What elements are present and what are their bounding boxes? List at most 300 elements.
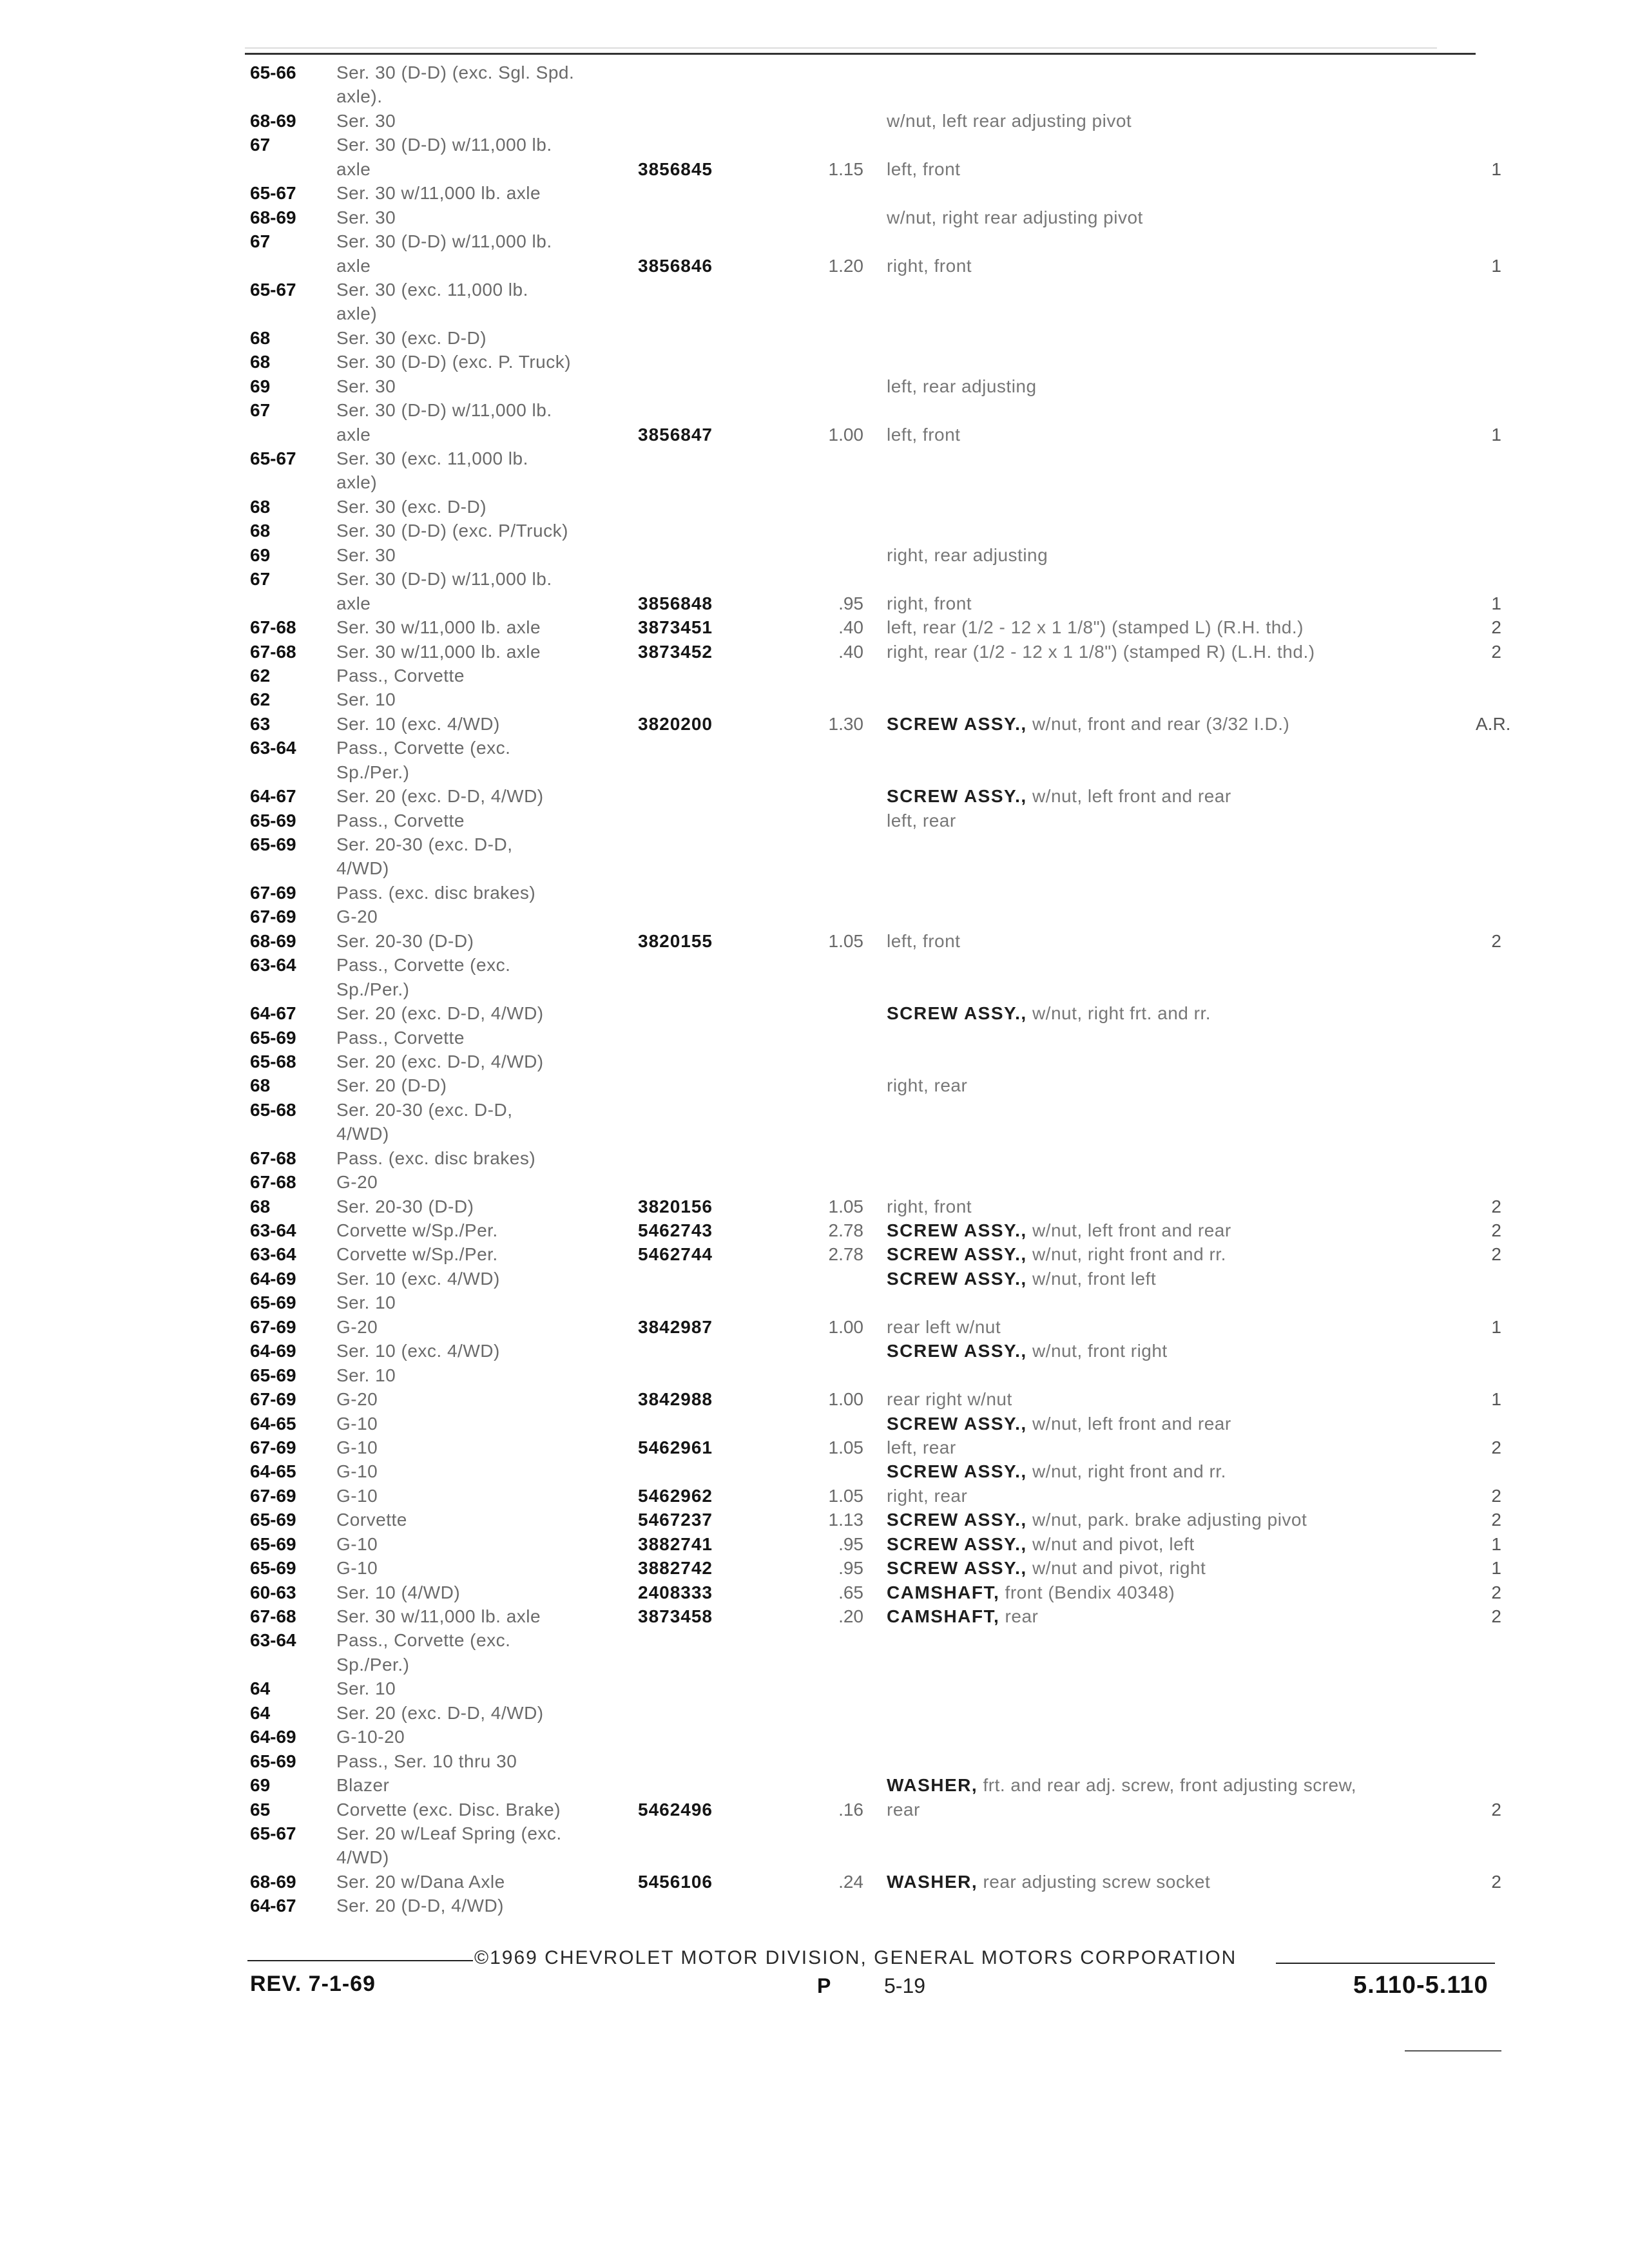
part-number: 5462496	[638, 1799, 713, 1820]
description-text: right, rear adjusting	[887, 544, 1048, 565]
part-number: 3873451	[638, 617, 713, 638]
part-name: SCREW ASSY.,	[887, 1413, 1027, 1434]
table-row	[0, 905, 1629, 928]
description	[887, 1267, 1467, 1291]
list-price: 1.00	[828, 1389, 863, 1410]
model-application: axle)	[336, 303, 378, 324]
quantity: 2	[1491, 1510, 1501, 1530]
part-number: 5462961	[638, 1437, 713, 1457]
corner-rule	[1405, 2050, 1501, 2052]
table-row	[0, 1581, 1629, 1604]
model-application: G-10-20	[336, 1727, 405, 1747]
quantity: 1	[1491, 1389, 1501, 1410]
year-range: 67-69	[250, 907, 296, 927]
description	[887, 1387, 1467, 1411]
model-application: G-10	[336, 1533, 378, 1554]
table-row	[0, 1339, 1629, 1363]
description-text: right, rear	[887, 1075, 968, 1096]
table-row	[0, 1677, 1629, 1700]
description	[887, 1195, 1467, 1218]
top-rule	[245, 53, 1476, 55]
description-text: w/nut, front left	[1027, 1268, 1157, 1289]
year-range: 67-69	[250, 882, 296, 903]
table-row	[0, 712, 1629, 736]
description-text: right, front	[887, 1196, 972, 1216]
part-name: SCREW ASSY.,	[887, 1533, 1027, 1554]
year-range: 64-65	[250, 1461, 296, 1482]
model-application: Corvette w/Sp./Per.	[336, 1244, 498, 1265]
model-application: G-10	[336, 1437, 378, 1457]
table-row	[0, 133, 1629, 157]
table-row	[0, 278, 1629, 302]
model-application: G-10	[336, 1413, 378, 1434]
part-name: SCREW ASSY.,	[887, 786, 1027, 807]
model-application: Ser. 20-30 (D-D)	[336, 930, 474, 951]
description	[887, 1339, 1467, 1363]
year-range: 67-68	[250, 1172, 296, 1193]
model-application: axle	[336, 255, 371, 276]
table-row	[0, 809, 1629, 832]
part-name: WASHER,	[887, 1775, 978, 1796]
model-application: Blazer	[336, 1775, 390, 1796]
quantity: 2	[1491, 617, 1501, 638]
year-range: 67	[250, 135, 271, 155]
description-text: w/nut and pivot, left	[1027, 1533, 1195, 1554]
description-text: w/nut, right front and rr.	[1027, 1244, 1226, 1265]
table-row	[0, 1387, 1629, 1411]
part-name: SCREW ASSY.,	[887, 1510, 1027, 1530]
model-application: Ser. 20 w/Leaf Spring (exc.	[336, 1823, 562, 1843]
model-application: Ser. 30 (D-D) (exc. Sgl. Spd.	[336, 62, 575, 82]
model-application: Ser. 30 (D-D) w/11,000 lb.	[336, 231, 552, 252]
description-text: w/nut, left rear adjusting pivot	[887, 110, 1132, 131]
description-text: right, rear	[887, 1485, 968, 1506]
quantity: A.R.	[1476, 713, 1511, 734]
table-row	[0, 1604, 1629, 1628]
table-row	[0, 302, 1629, 325]
table-row	[0, 1170, 1629, 1194]
year-range: 67	[250, 231, 271, 252]
table-row	[0, 1122, 1629, 1146]
list-price: 1.30	[828, 713, 863, 734]
model-application: axle	[336, 424, 371, 445]
description	[887, 591, 1467, 615]
description-text: w/nut, right rear adjusting pivot	[887, 207, 1143, 227]
part-number: 5456106	[638, 1871, 713, 1892]
list-price: .95	[838, 1558, 863, 1579]
part-number: 2408333	[638, 1582, 713, 1602]
model-application: Ser. 20 (D-D)	[336, 1075, 447, 1096]
part-number: 3873452	[638, 641, 713, 662]
year-range: 67	[250, 400, 271, 421]
model-application: Ser. 20 (exc. D-D, 4/WD)	[336, 1702, 544, 1723]
model-application: Ser. 30 (exc. 11,000 lb.	[336, 448, 528, 468]
page-letter: P	[817, 1974, 831, 1997]
description	[887, 1315, 1467, 1339]
model-application: Ser. 30 (D-D) w/11,000 lb.	[336, 135, 552, 155]
year-range: 65-69	[250, 1751, 296, 1771]
model-application: Ser. 30	[336, 110, 396, 131]
table-row	[0, 1894, 1629, 1917]
table-row	[0, 1773, 1629, 1797]
table-row	[0, 1436, 1629, 1459]
description	[887, 1459, 1467, 1483]
part-number: 3856847	[638, 424, 713, 445]
table-row	[0, 1267, 1629, 1291]
description	[887, 1604, 1467, 1628]
description-text: frt. and rear adj. screw, front adjusting screw,	[978, 1775, 1357, 1796]
model-application: 4/WD)	[336, 858, 389, 879]
model-application: Ser. 10	[336, 689, 396, 710]
part-name: SCREW ASSY.,	[887, 1268, 1027, 1289]
quantity: 2	[1491, 1871, 1501, 1892]
model-application: Ser. 30 (D-D) w/11,000 lb.	[336, 569, 552, 590]
table-row	[0, 1701, 1629, 1725]
model-application: Ser. 20 (exc. D-D, 4/WD)	[336, 786, 544, 807]
year-range: 65-69	[250, 834, 296, 854]
description	[887, 423, 1467, 447]
list-price: 1.05	[828, 1196, 863, 1216]
description-text: w/nut, right front and rr.	[1027, 1461, 1226, 1482]
description	[887, 109, 1467, 133]
model-application: G-10	[336, 1558, 378, 1579]
part-number: 3842987	[638, 1316, 713, 1337]
model-application: 4/WD)	[336, 1847, 389, 1868]
list-price: 1.05	[828, 930, 863, 951]
year-range: 69	[250, 544, 271, 565]
model-application: Ser. 30 w/11,000 lb. axle	[336, 617, 541, 638]
table-row	[0, 1821, 1629, 1845]
table-row	[0, 374, 1629, 398]
quantity: 1	[1491, 1533, 1501, 1554]
footer-rule-left	[247, 1960, 473, 1961]
year-range: 67-69	[250, 1437, 296, 1457]
table-row	[0, 1363, 1629, 1387]
table-row	[0, 881, 1629, 905]
year-range: 68	[250, 496, 271, 517]
table-row	[0, 109, 1629, 133]
description-text: left, front	[887, 930, 961, 951]
list-price: 1.15	[828, 159, 863, 179]
footer-rule-right	[1276, 1963, 1495, 1964]
description-text: left, front	[887, 424, 961, 445]
model-application: Ser. 30	[336, 544, 396, 565]
part-name: SCREW ASSY.,	[887, 1220, 1027, 1240]
part-name: CAMSHAFT,	[887, 1582, 1000, 1602]
model-application: Ser. 30 w/11,000 lb. axle	[336, 641, 541, 662]
table-row	[0, 664, 1629, 687]
year-range: 64-67	[250, 1896, 296, 1916]
year-range: 64-65	[250, 1413, 296, 1434]
table-row	[0, 567, 1629, 591]
description	[887, 929, 1467, 953]
list-price: 1.00	[828, 424, 863, 445]
description	[887, 1001, 1467, 1025]
model-application: Ser. 30 (D-D) (exc. P/Truck)	[336, 521, 568, 541]
year-range: 65-69	[250, 810, 296, 831]
copyright-line: ©1969 CHEVROLET MOTOR DIVISION, GENERAL MOTORS CORPORATION	[474, 1947, 1237, 1968]
model-application: Ser. 10 (4/WD)	[336, 1582, 461, 1602]
year-range: 65-67	[250, 1823, 296, 1843]
description	[887, 254, 1467, 278]
model-application: Ser. 10 (exc. 4/WD)	[336, 713, 500, 734]
quantity: 2	[1491, 1799, 1501, 1820]
table-row	[0, 856, 1629, 880]
table-row	[0, 254, 1629, 278]
table-row	[0, 1195, 1629, 1218]
part-name: SCREW ASSY.,	[887, 713, 1027, 734]
description	[887, 615, 1467, 639]
year-range: 65-68	[250, 1051, 296, 1072]
model-application: Ser. 10	[336, 1678, 396, 1699]
list-price: 1.20	[828, 255, 863, 276]
list-price: .40	[838, 617, 863, 638]
description-text: rear right w/nut	[887, 1389, 1012, 1410]
table-row	[0, 1242, 1629, 1266]
model-application: Pass., Ser. 10 thru 30	[336, 1751, 517, 1771]
table-row	[0, 1725, 1629, 1749]
model-application: Pass., Corvette	[336, 1027, 465, 1048]
table-row	[0, 423, 1629, 447]
table-row	[0, 1001, 1629, 1025]
list-price: 2.78	[828, 1244, 863, 1265]
list-price: .24	[838, 1871, 863, 1892]
year-range: 64-69	[250, 1727, 296, 1747]
description-text: w/nut, left front and rear	[1027, 786, 1231, 807]
list-price: .40	[838, 641, 863, 662]
table-row	[0, 1291, 1629, 1314]
table-row	[0, 519, 1629, 543]
table-row	[0, 206, 1629, 229]
description	[887, 1773, 1467, 1797]
year-range: 63-64	[250, 1630, 296, 1651]
description-text: w/nut, left front and rear	[1027, 1220, 1231, 1240]
description	[887, 1870, 1467, 1894]
year-range: 68	[250, 1075, 271, 1096]
description-text: front (Bendix 40348)	[999, 1582, 1175, 1602]
model-application: G-20	[336, 907, 378, 927]
description	[887, 1484, 1467, 1508]
model-application: Ser. 20-30 (exc. D-D,	[336, 834, 513, 854]
year-range: 68-69	[250, 930, 296, 951]
description	[887, 1412, 1467, 1436]
revision-date: REV. 7-1-69	[250, 1972, 376, 1996]
model-application: Sp./Per.)	[336, 979, 410, 999]
quantity: 2	[1491, 641, 1501, 662]
part-number: 5462962	[638, 1485, 713, 1506]
table-row	[0, 832, 1629, 856]
table-row	[0, 398, 1629, 422]
model-application: axle)	[336, 472, 378, 493]
year-range: 68	[250, 521, 271, 541]
year-range: 65-66	[250, 62, 296, 82]
year-range: 64-67	[250, 1003, 296, 1024]
description-text: left, rear adjusting	[887, 376, 1037, 396]
model-application: Ser. 30 w/11,000 lb. axle	[336, 183, 541, 204]
model-application: Ser. 20 (D-D, 4/WD)	[336, 1896, 504, 1916]
description-text: rear left w/nut	[887, 1316, 1001, 1337]
table-row	[0, 1459, 1629, 1483]
year-range: 67-69	[250, 1485, 296, 1506]
year-range: 65-69	[250, 1558, 296, 1579]
quantity: 1	[1491, 1558, 1501, 1579]
part-number: 3820156	[638, 1196, 713, 1216]
year-range: 68-69	[250, 1871, 296, 1892]
year-range: 67-68	[250, 617, 296, 638]
description	[887, 712, 1467, 736]
list-price: 1.05	[828, 1437, 863, 1457]
year-range: 63	[250, 713, 271, 734]
table-row	[0, 326, 1629, 350]
year-range: 67-68	[250, 641, 296, 662]
model-application: G-10	[336, 1461, 378, 1482]
table-row	[0, 495, 1629, 519]
table-row	[0, 1798, 1629, 1821]
model-application: Pass., Corvette	[336, 665, 465, 686]
table-row	[0, 1532, 1629, 1556]
year-range: 68	[250, 327, 271, 348]
year-range: 67-69	[250, 1389, 296, 1410]
table-row	[0, 1412, 1629, 1436]
quantity: 1	[1491, 255, 1501, 276]
description	[887, 1218, 1467, 1242]
description	[887, 1581, 1467, 1604]
model-application: Ser. 30 (exc. D-D)	[336, 496, 487, 517]
table-row	[0, 760, 1629, 784]
description-text: w/nut, front right	[1027, 1341, 1168, 1361]
year-range: 63-64	[250, 1244, 296, 1265]
model-application: Ser. 30 w/11,000 lb. axle	[336, 1606, 541, 1626]
year-range: 69	[250, 376, 271, 396]
description-text: right, rear (1/2 - 12 x 1 1/8") (stamped R) (L.H. thd.)	[887, 641, 1315, 662]
description-text: right, front	[887, 593, 972, 613]
table-row	[0, 447, 1629, 470]
year-range: 67	[250, 569, 271, 590]
year-range: 65	[250, 1799, 271, 1820]
description-text: right, front	[887, 255, 972, 276]
description	[887, 640, 1467, 664]
table-row	[0, 350, 1629, 374]
year-range: 64	[250, 1702, 271, 1723]
description-text: left, rear	[887, 810, 956, 831]
model-application: Ser. 10 (exc. 4/WD)	[336, 1341, 500, 1361]
description-text: rear	[999, 1606, 1039, 1626]
description	[887, 157, 1467, 181]
model-application: Ser. 10 (exc. 4/WD)	[336, 1268, 500, 1289]
model-application: Pass. (exc. disc brakes)	[336, 1148, 536, 1168]
table-row	[0, 84, 1629, 108]
description	[887, 1508, 1467, 1532]
description	[887, 809, 1467, 832]
table-row	[0, 1073, 1629, 1097]
table-row	[0, 543, 1629, 567]
table-row	[0, 181, 1629, 205]
description	[887, 1436, 1467, 1459]
description-text: w/nut, front and rear (3/32 I.D.)	[1027, 713, 1290, 734]
year-range: 65-69	[250, 1510, 296, 1530]
model-application: Ser. 20 (exc. D-D, 4/WD)	[336, 1003, 544, 1024]
part-number: 5462743	[638, 1220, 713, 1240]
model-application: Pass., Corvette (exc.	[336, 955, 511, 975]
year-range: 65-67	[250, 448, 296, 468]
description	[887, 784, 1467, 808]
part-number: 3873458	[638, 1606, 713, 1626]
list-price: 1.13	[828, 1510, 863, 1530]
table-row	[0, 640, 1629, 664]
model-application: Ser. 20-30 (exc. D-D,	[336, 1099, 513, 1120]
year-range: 64	[250, 1678, 271, 1699]
year-range: 62	[250, 689, 271, 710]
table-row	[0, 157, 1629, 181]
quantity: 2	[1491, 930, 1501, 951]
description-text: rear	[887, 1799, 920, 1820]
model-application: 4/WD)	[336, 1124, 389, 1144]
table-row	[0, 736, 1629, 760]
model-application: Ser. 20 (exc. D-D, 4/WD)	[336, 1051, 544, 1072]
list-price: .20	[838, 1606, 863, 1626]
list-price: 2.78	[828, 1220, 863, 1240]
year-range: 62	[250, 665, 271, 686]
table-row	[0, 784, 1629, 808]
table-row	[0, 591, 1629, 615]
year-range: 65-67	[250, 183, 296, 204]
quantity: 1	[1491, 593, 1501, 613]
description	[887, 206, 1467, 229]
table-row	[0, 687, 1629, 711]
description-text: left, rear (1/2 - 12 x 1 1/8") (stamped L) (R.H. thd.)	[887, 617, 1304, 638]
description-text: left, rear	[887, 1437, 956, 1457]
table-row	[0, 1749, 1629, 1773]
year-range: 64-69	[250, 1341, 296, 1361]
table-row	[0, 615, 1629, 639]
year-range: 64-67	[250, 786, 296, 807]
model-application: Ser. 30 (exc. D-D)	[336, 327, 487, 348]
table-row	[0, 1484, 1629, 1508]
quantity: 2	[1491, 1244, 1501, 1265]
part-number: 3842988	[638, 1389, 713, 1410]
table-row	[0, 1098, 1629, 1122]
model-application: Sp./Per.)	[336, 762, 410, 782]
page-number: 5-19	[884, 1974, 926, 1997]
quantity: 2	[1491, 1485, 1501, 1506]
model-application: Ser. 30 (D-D) w/11,000 lb.	[336, 400, 552, 421]
description	[887, 543, 1467, 567]
model-application: G-20	[336, 1172, 378, 1193]
description	[887, 1556, 1467, 1580]
year-range: 64-69	[250, 1268, 296, 1289]
table-row	[0, 229, 1629, 253]
model-application: Pass., Corvette	[336, 810, 465, 831]
description-text: w/nut, left front and rear	[1027, 1413, 1231, 1434]
description-text: w/nut, right frt. and rr.	[1027, 1003, 1211, 1024]
year-range: 67-69	[250, 1316, 296, 1337]
table-row	[0, 953, 1629, 977]
table-row	[0, 1628, 1629, 1652]
list-price: 1.05	[828, 1485, 863, 1506]
part-name: SCREW ASSY.,	[887, 1341, 1027, 1361]
part-name: SCREW ASSY.,	[887, 1003, 1027, 1024]
part-name: CAMSHAFT,	[887, 1606, 1000, 1626]
quantity: 2	[1491, 1220, 1501, 1240]
model-application: axle	[336, 593, 371, 613]
table-row	[0, 1315, 1629, 1339]
description-text: w/nut and pivot, right	[1027, 1558, 1206, 1579]
quantity: 2	[1491, 1582, 1501, 1602]
table-row	[0, 1218, 1629, 1242]
quantity: 1	[1491, 424, 1501, 445]
part-name: WASHER,	[887, 1871, 978, 1892]
description	[887, 1532, 1467, 1556]
